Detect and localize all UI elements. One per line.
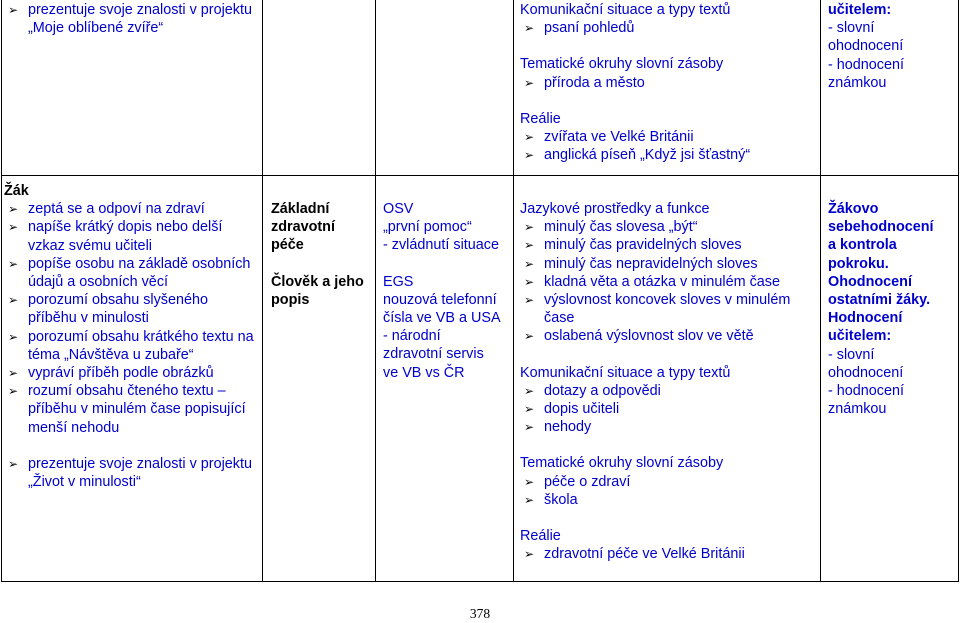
assessment-line: - slovní xyxy=(828,346,875,363)
column-divider-3 xyxy=(513,0,514,582)
comm-situations-title: Komunikační situace a typy textů xyxy=(520,2,731,18)
assessment-line: ohodnocení xyxy=(828,364,904,381)
realia-title: Reálie xyxy=(520,110,561,127)
list-item: ➢ zvířata ve Velké Británii xyxy=(520,128,818,146)
list-item: ➢ psaní pohledů xyxy=(520,19,818,37)
content-cell xyxy=(520,200,816,563)
topic-line: péče xyxy=(271,237,304,254)
row-divider xyxy=(1,175,959,176)
top-content-cell xyxy=(520,1,818,164)
table-border-bottom xyxy=(1,581,959,582)
topic-line: zdravotní xyxy=(271,219,335,236)
cross-line: „první pomoc“ xyxy=(383,219,472,236)
topic-line: popis xyxy=(271,291,310,308)
list-item: ➢ prezentuje svoje znalosti v projektu „Moje oblíbené zvíře“ xyxy=(4,1,260,37)
vocabulary-topics-title: Tematické okruhy slovní zásoby xyxy=(520,455,724,472)
list-item: ➢ dotazy a odpovědi xyxy=(520,382,816,400)
outcomes-list xyxy=(4,200,258,437)
list-item: ➢ popíše osobu na základě osobních údajů a osobních věcí xyxy=(4,255,258,291)
top-outcomes-list xyxy=(4,1,260,37)
list-item: ➢ kladná věta a otázka v minulém čase xyxy=(520,273,816,291)
cross-line: ve VB vs ČR xyxy=(383,364,465,381)
topic-line: Základní xyxy=(271,201,330,217)
cross-line: čísla ve VB a USA xyxy=(383,310,501,327)
list-item: ➢ napíše krátký dopis nebo delší vzkaz svému učiteli xyxy=(4,218,258,254)
osv-title: OSV xyxy=(383,201,414,217)
list-item: ➢ prezentuje svoje znalosti v projektu „Život v minulosti“ xyxy=(4,455,258,491)
cross-line: - zvládnutí situace xyxy=(383,237,499,254)
list-item: ➢ zdravotní péče ve Velké Británii xyxy=(520,545,816,563)
assessment-line: známkou xyxy=(828,74,887,91)
language-means-title: Jazykové prostředky a funkce xyxy=(520,201,710,217)
table-border-right xyxy=(958,0,959,582)
realia-title: Reálie xyxy=(520,528,561,545)
pupil-heading: Žák xyxy=(4,183,29,199)
list-item: ➢ vypráví příběh podle obrázků xyxy=(4,364,258,382)
vocabulary-topics-title: Tematické okruhy slovní zásoby xyxy=(520,56,724,73)
list-item: ➢ rozumí obsahu čteného textu – příběhu v minulém čase popisující menší nehodu xyxy=(4,382,258,437)
assessment-line: učitelem: xyxy=(828,328,892,345)
list-item: ➢ zeptá se a odpoví na zdraví xyxy=(4,200,258,218)
list-item: ➢ příroda a město xyxy=(520,74,818,92)
assessment-line: Hodnocení xyxy=(828,310,903,327)
list-item: ➢ porozumí obsahu slyšeného příběhu v minulosti xyxy=(4,291,258,327)
outcomes-cell xyxy=(4,182,258,491)
table-border-left xyxy=(1,0,2,582)
column-divider-1 xyxy=(262,0,263,582)
assessment-line: Žákovo xyxy=(828,201,879,217)
list-item: ➢ minulý čas pravidelných sloves xyxy=(520,236,816,254)
page-number: 378 xyxy=(469,606,491,621)
comm-situations-title: Komunikační situace a typy textů xyxy=(520,364,731,381)
list-item: ➢ dopis učiteli xyxy=(520,400,816,418)
outcomes-list-2 xyxy=(4,455,258,491)
assessment-line: - slovní xyxy=(828,20,875,37)
assessment-line: Ohodnocení xyxy=(828,273,912,290)
list-item: ➢ anglická píseň „Když jsi šťastný“ xyxy=(520,146,818,164)
topic-line: Člověk a jeho xyxy=(271,273,364,290)
list-item: ➢ porozumí obsahu krátkého textu na téma „Návštěva u zubaře“ xyxy=(4,328,258,364)
assessment-cell xyxy=(828,200,956,418)
assessment-line: sebehodnocení xyxy=(828,219,934,236)
column-divider-4 xyxy=(820,0,821,582)
cross-line: zdravotní servis xyxy=(383,346,484,363)
top-assessment-cell xyxy=(828,1,956,92)
assessment-line: ostatními žáky. xyxy=(828,292,931,309)
list-item: ➢ škola xyxy=(520,491,816,509)
list-item: ➢ výslovnost koncovek sloves v minulém čase xyxy=(520,291,816,327)
assessment-line: učitelem: xyxy=(828,2,892,18)
curriculum-topics-cell xyxy=(271,200,375,309)
column-divider-2 xyxy=(375,0,376,582)
cross-line: - národní xyxy=(383,328,441,345)
list-item: ➢ minulý čas slovesa „být“ xyxy=(520,218,816,236)
list-item: ➢ minulý čas nepravidelných sloves xyxy=(520,255,816,273)
cross-curricular-cell xyxy=(383,200,511,382)
assessment-line: a kontrola xyxy=(828,237,897,254)
assessment-line: - hodnocení xyxy=(828,56,905,73)
list-item: ➢ oslabená výslovnost slov ve větě xyxy=(520,327,816,345)
assessment-line: známkou xyxy=(828,401,887,418)
egs-title: EGS xyxy=(383,273,414,290)
cross-line: nouzová telefonní xyxy=(383,291,497,308)
assessment-line: - hodnocení xyxy=(828,383,905,400)
assessment-line: ohodnocení xyxy=(828,38,904,55)
top-outcomes-cell xyxy=(4,1,260,37)
list-item: ➢ nehody xyxy=(520,418,816,436)
list-item: ➢ péče o zdraví xyxy=(520,473,816,491)
assessment-line: pokroku. xyxy=(828,255,889,272)
